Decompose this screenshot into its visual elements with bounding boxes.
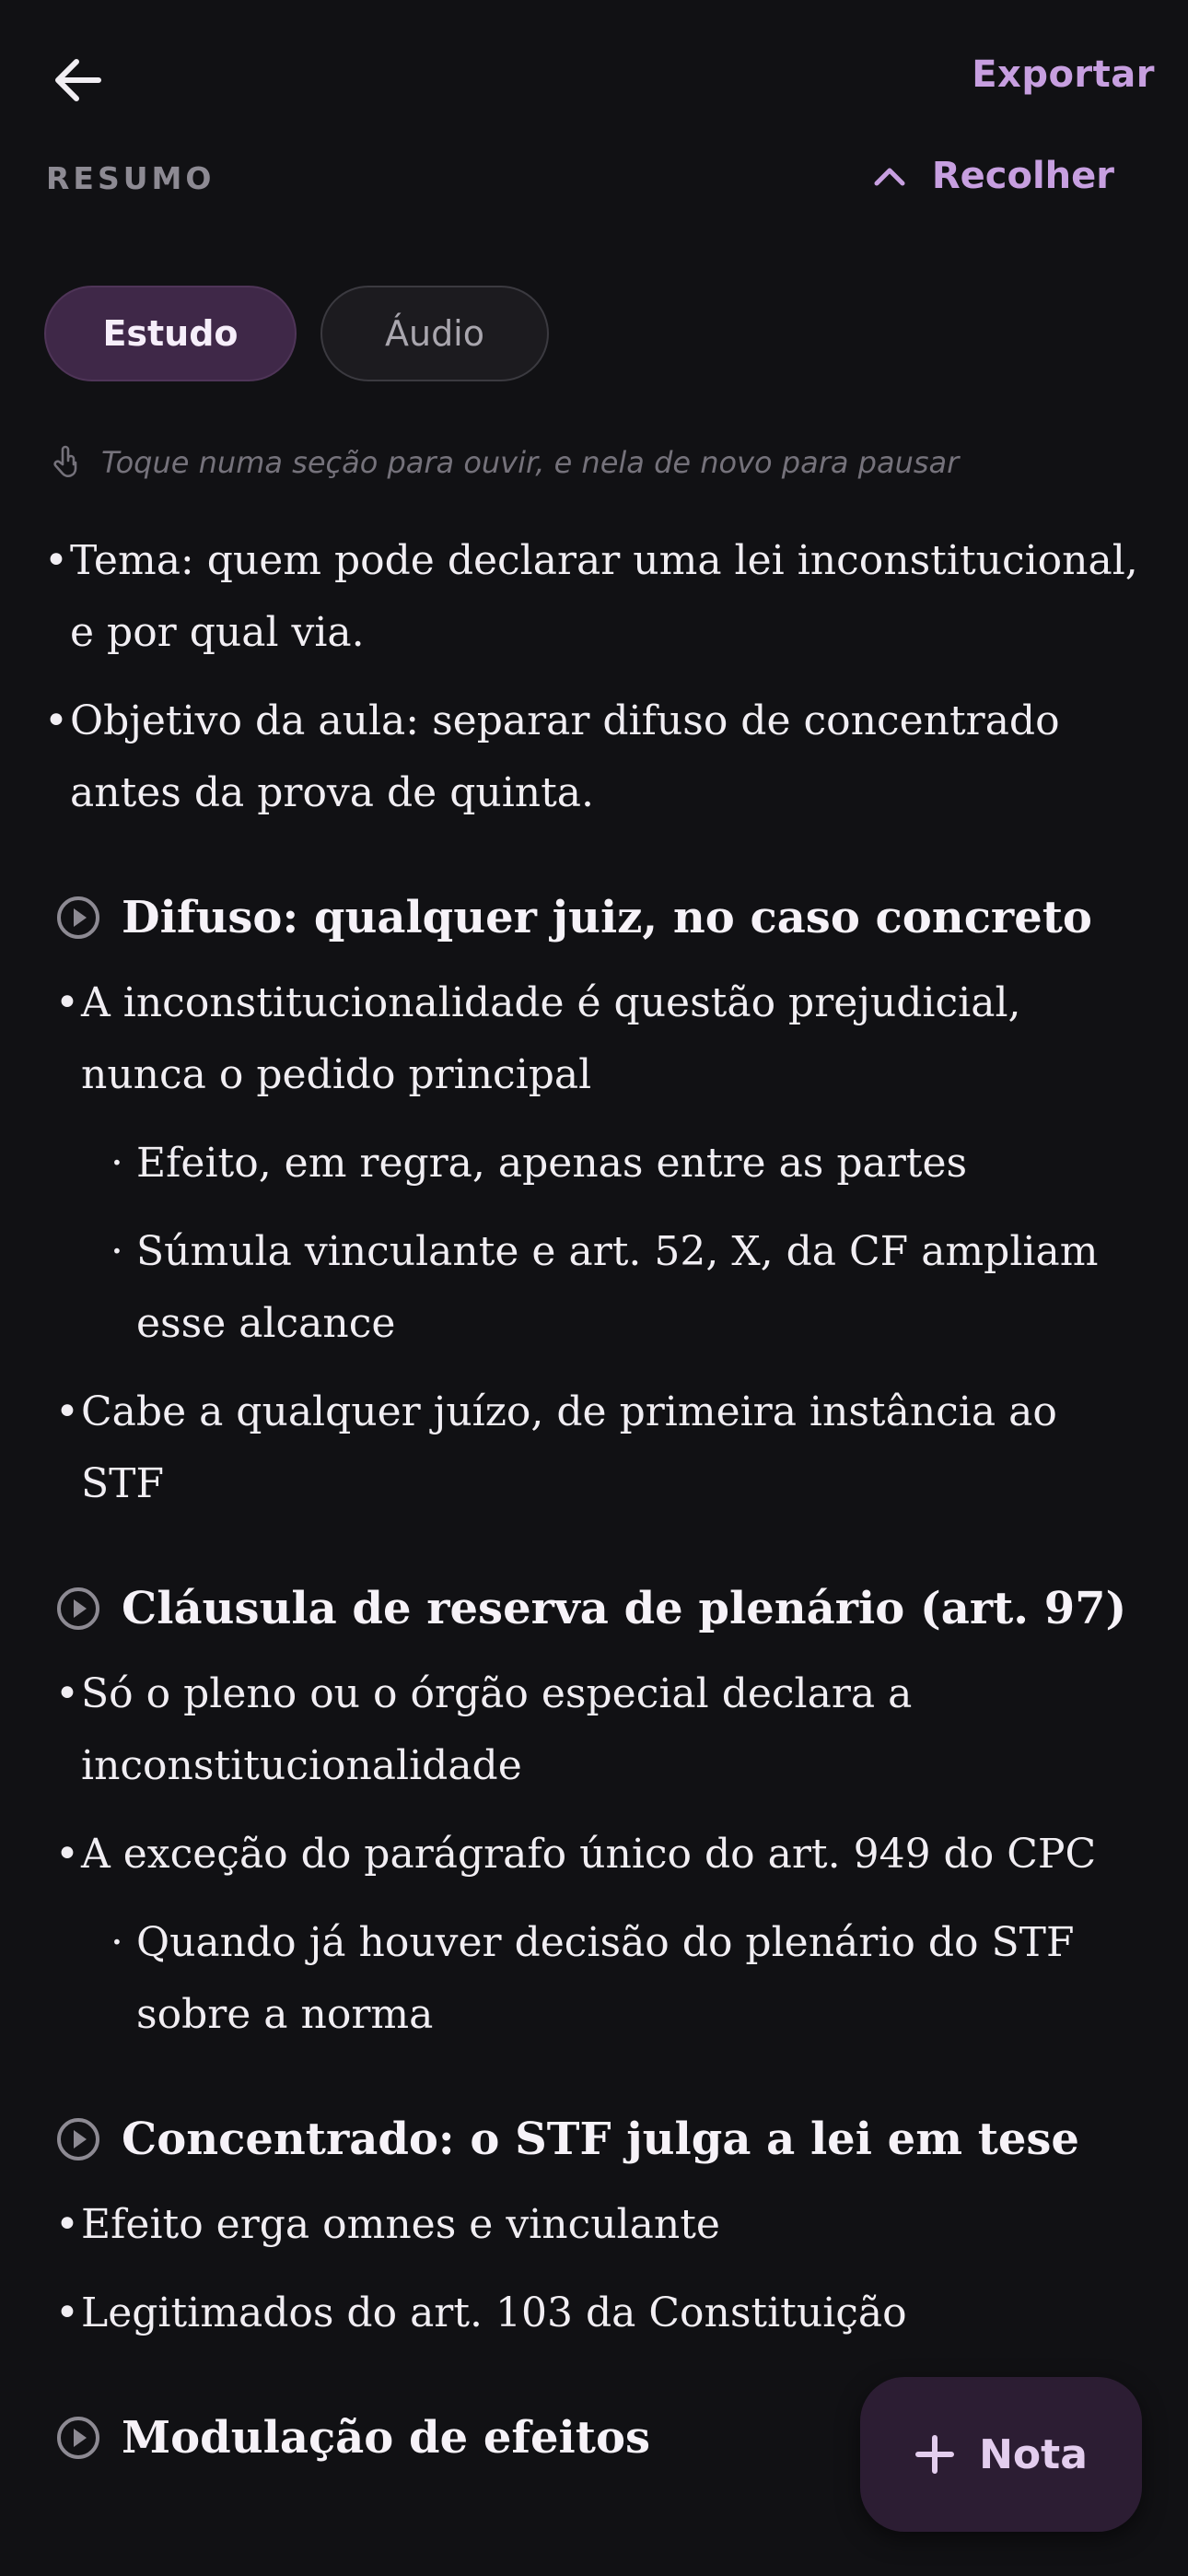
add-note-label: Nota [979,2430,1088,2478]
sub-list-item: · Súmula vinculante e art. 52, X, da CF ampliam esse alcance [111,1216,1149,1360]
section-title: Modulação de efeitos [122,2412,650,2464]
play-circle-icon [55,2116,101,2162]
section-label: RESUMO [46,160,215,196]
intro-bullet: • Objetivo da aula: separar difuso de concentrado antes da prova de quinta. [44,685,1149,829]
plus-icon [914,2434,955,2475]
export-button[interactable]: Exportar [972,53,1155,96]
section-reserva-plenario[interactable] [55,1583,1149,1634]
play-circle-icon [55,1586,101,1632]
summary-content [44,525,1149,2488]
section-title: Concentrado: o STF julga a lei em tese [122,2113,1079,2165]
arrow-left-icon [52,54,104,106]
tap-hint [50,444,959,481]
section-concentrado[interactable] [55,2113,1149,2165]
sub-list-item: · Efeito, em regra, apenas entre as partes [111,1128,1149,1200]
list-item: • Cabe a qualquer juízo, de primeira instância ao STF [55,1376,1149,1520]
list-item: • Só o pleno ou o órgão especial declara a inconstitucionalidade [55,1658,1149,1802]
sub-list-item: · Quando já houver decisão do plenário do STF sobre a norma [111,1907,1149,2051]
section-title: Cláusula de reserva de plenário (art. 97) [122,1583,1127,1634]
hint-text: Toque numa seção para ouvir, e nela de novo para pausar [101,445,960,480]
add-note-button[interactable] [860,2377,1142,2532]
chevron-up-icon [873,165,906,187]
tap-finger-icon [50,444,81,481]
tab-audio[interactable]: Áudio [320,286,549,381]
play-circle-icon [55,2415,101,2461]
play-circle-icon [55,895,101,941]
collapse-label: Recolher [931,155,1114,197]
list-item: • Efeito erga omnes e vinculante [55,2189,1149,2261]
list-item: • A exceção do parágrafo único do art. 949 do CPC [55,1819,1149,1891]
section-difuso[interactable] [55,892,1149,943]
tab-estudo[interactable]: Estudo [44,286,297,381]
intro-bullet: • Tema: quem pode declarar uma lei inconstitucional, e por qual via. [44,525,1149,669]
list-item: • Legitimados do art. 103 da Constituição [55,2277,1149,2349]
list-item: • A inconstitucionalidade é questão prejudicial, nunca o pedido principal [55,967,1149,1111]
collapse-button[interactable] [873,155,1114,197]
mode-tabs [44,286,549,381]
section-title: Difuso: qualquer juiz, no caso concreto [122,892,1092,943]
back-button[interactable] [46,48,111,112]
